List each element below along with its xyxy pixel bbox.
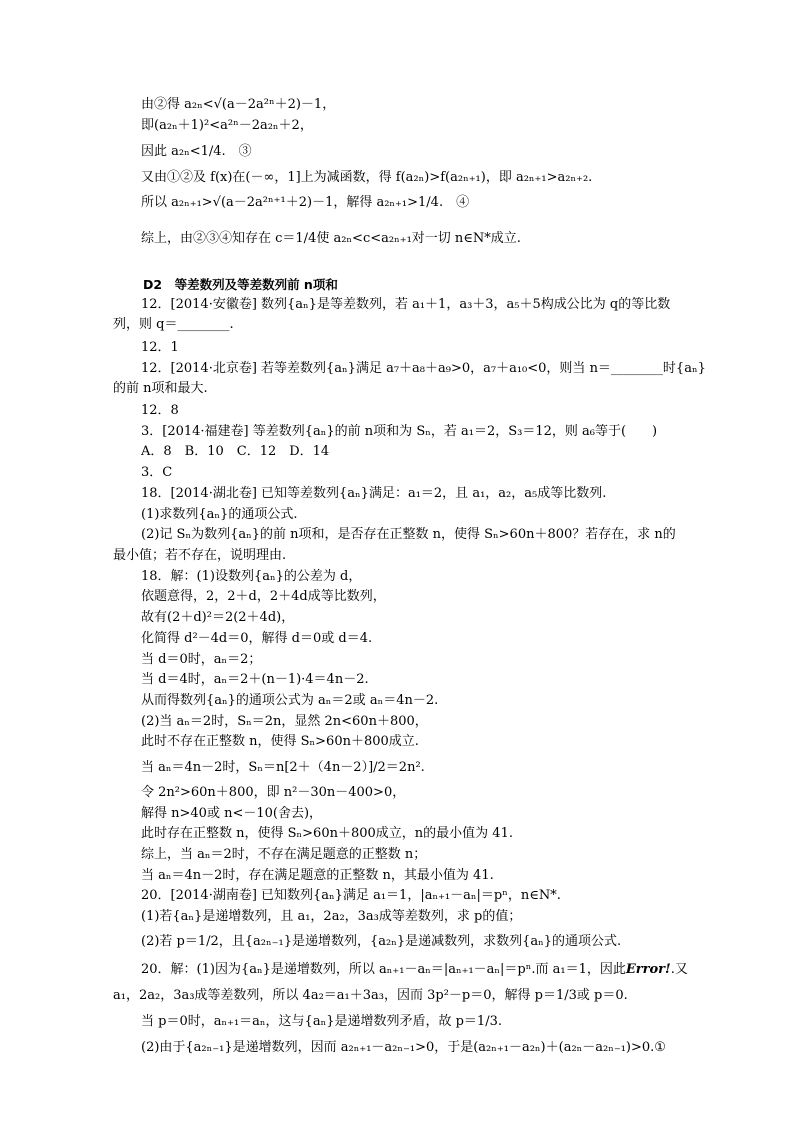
text-line: 即(a₂ₙ＋1)²<a²ⁿ－2a₂ₙ＋2， xyxy=(141,118,313,133)
text-line: 当 p＝0时，aₙ₊₁＝aₙ，这与{aₙ}是递增数列矛盾，故 p＝1/3. xyxy=(141,1014,502,1029)
text-line: (2)由于{a₂ₙ₋₁}是递增数列，因而 a₂ₙ₊₁－a₂ₙ₋₁>0，于是(a₂ₙ₊₁－a₂ₙ)＋(a₂ₙ－a₂ₙ₋₁)>0.① xyxy=(141,1040,666,1055)
text-line: 12．[2014·安徽卷] 数列{aₙ}是等差数列，若 a₁＋1，a₃＋3，a₅＋5构成公比为 q的等比数 xyxy=(141,297,671,312)
text-line: 综上，由②③④知存在 c＝1/4使 a₂ₙ<c<a₂ₙ₊₁对一切 n∈N*成立. xyxy=(141,231,521,246)
text-line: 20．[2014·湖南卷] 已知数列{aₙ}满足 a₁＝1，|aₙ₊₁－aₙ|＝pⁿ，n∈N*. xyxy=(141,888,561,903)
error-marker: Error! xyxy=(625,962,671,977)
text-segment: 20．解：(1)因为{aₙ}是递增数列，所以 aₙ₊₁－aₙ＝|aₙ₊₁－aₙ|＝pⁿ.而 a₁＝1，因此 xyxy=(141,962,626,977)
text-line: 12．[2014·北京卷] 若等差数列{aₙ}满足 a₇＋a₈＋a₉>0，a₇＋a₁₀<0，则当 n＝________时{aₙ} xyxy=(141,361,706,376)
text-line: 令 2n²>60n＋800，即 n²－30n－400>0， xyxy=(141,785,406,800)
text-line: (1)若{aₙ}是递增数列，且 a₁，2a₂，3a₃成等差数列，求 p的值； xyxy=(141,909,522,924)
text-line: (2)若 p＝1/2，且{a₂ₙ₋₁}是递增数列，{a₂ₙ}是递减数列，求数列{aₙ}的通项公式. xyxy=(141,934,622,949)
text-line xyxy=(141,962,688,978)
text-line: A．8 B．10 C．12 D．14 xyxy=(141,444,330,459)
text-line: 所以 a₂ₙ₊₁>√(a－2a²ⁿ⁺¹＋2)－1，解得 a₂ₙ₊₁>1/4. ④ xyxy=(141,195,470,210)
text-line: 故有(2＋d)²＝2(2＋4d)， xyxy=(141,610,295,625)
text-line: 18．[2014·湖北卷] 已知等差数列{aₙ}满足：a₁＝2，且 a₁，a₂，a₅成等比数列. xyxy=(141,486,607,501)
text-line: (2)记 Sₙ为数列{aₙ}的前 n项和，是否存在正整数 n，使得 Sₙ>60n＋800？若存在，求 n的 xyxy=(141,527,676,542)
text-line: 18．解：(1)设数列{aₙ}的公差为 d， xyxy=(141,569,362,584)
text-line: 最小值；若不存在，说明理由. xyxy=(113,548,287,563)
text-line: 依题意得，2，2＋d，2＋4d成等比数列， xyxy=(141,589,386,604)
text-line: 的前 n项和最大. xyxy=(113,381,208,396)
text-line: 此时存在正整数 n，使得 Sₙ>60n＋800成立，n的最小值为 41. xyxy=(141,826,513,841)
text-line: 当 d＝0时，aₙ＝2； xyxy=(141,652,262,667)
text-line: 从而得数列{aₙ}的通项公式为 aₙ＝2或 aₙ＝4n－2. xyxy=(141,693,439,708)
section-heading: D2 等差数列及等差数列前 n项和 xyxy=(143,277,338,292)
text-line: 当 aₙ＝4n－2时，存在满足题意的正整数 n，其最小值为 41. xyxy=(141,868,494,883)
text-segment: .又 xyxy=(670,962,688,977)
text-line: a₁，2a₂，3a₃成等差数列，所以 4a₂＝a₁＋3a₃，因而 3p²－p＝0，解得 p＝1/3或 p＝0. xyxy=(113,988,628,1003)
text-line: 此时不存在正整数 n，使得 Sₙ>60n＋800成立. xyxy=(141,734,419,749)
text-line: 由②得 a₂ₙ<√(a－2a²ⁿ＋2)－1， xyxy=(141,97,336,112)
text-line: 12．1 xyxy=(141,340,179,355)
text-line: 解得 n>40或 n<－10(舍去)， xyxy=(141,806,323,821)
text-line: 综上，当 aₙ＝2时，不存在满足题意的正整数 n； xyxy=(141,847,427,862)
text-line: 因此 a₂ₙ<1/4. ③ xyxy=(141,144,252,159)
text-line: 当 d＝4时，aₙ＝2＋(n－1)·4＝4n－2. xyxy=(141,672,369,687)
text-line: 12．8 xyxy=(141,403,179,418)
text-line: 列，则 q＝________. xyxy=(113,317,234,332)
text-line: 当 aₙ＝4n－2时，Sₙ＝n[2＋（4n－2）]/2＝2n². xyxy=(141,760,425,775)
text-line: (1)求数列{aₙ}的通项公式. xyxy=(141,507,298,522)
text-line: 又由①②及 f(x)在(－∞，1]上为减函数，得 f(a₂ₙ)>f(a₂ₙ₊₁)，即 a₂ₙ₊₁>a₂ₙ₊₂. xyxy=(141,170,593,185)
text-line: (2)当 aₙ＝2时，Sₙ＝2n，显然 2n<60n＋800， xyxy=(141,714,428,729)
text-line: 3．[2014·福建卷] 等差数列{aₙ}的前 n项和为 Sₙ，若 a₁＝2，S₃＝12，则 a₆等于( ) xyxy=(141,424,658,439)
text-line: 化简得 d²－4d＝0，解得 d＝0或 d＝4. xyxy=(141,631,373,646)
text-line: 3．C xyxy=(141,465,173,480)
